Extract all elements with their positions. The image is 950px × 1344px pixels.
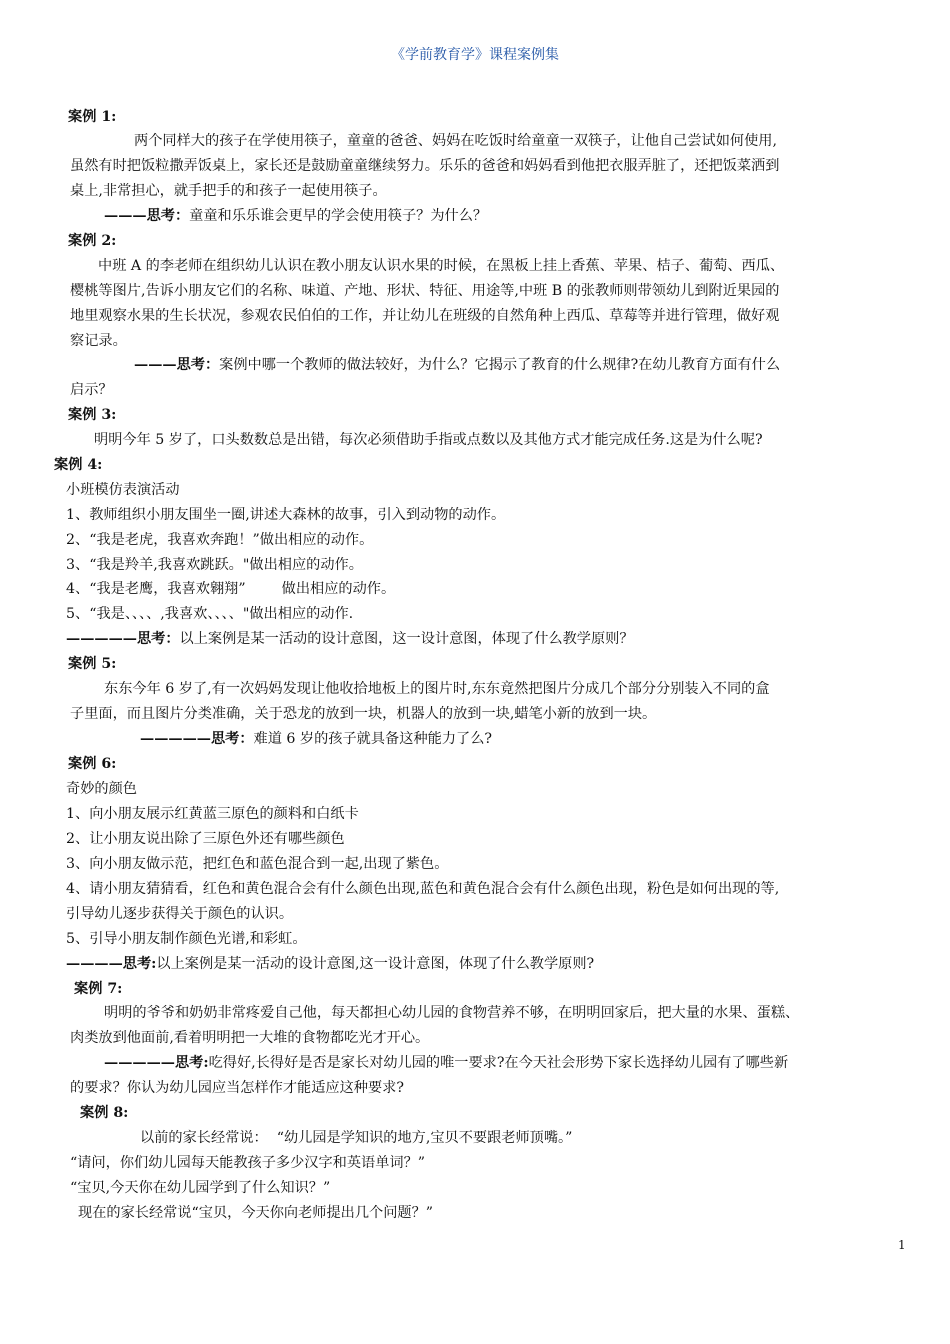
case-4-subtitle: 小班模仿表演活动 xyxy=(66,482,180,498)
case-2-think xyxy=(134,356,780,374)
case-3-line-1: 明明今年 5 岁了，口头数数总是出错，每次必须借助手指或点数以及其他方式才能完成任务.这是为什么呢? xyxy=(94,432,763,448)
case-4-title: 案例 4: xyxy=(54,457,103,473)
case-6-item-5: 5、引导小朋友制作颜色光谱,和彩虹。 xyxy=(66,931,307,947)
case-6-item-1: 1、向小朋友展示红黄蓝三原色的颜料和白纸卡 xyxy=(66,806,359,822)
case-6-title: 案例 6: xyxy=(68,756,117,772)
case-8-line-4: 现在的家长经常说“宝贝，今天你向老师提出几个问题？” xyxy=(78,1205,434,1221)
case-1-think xyxy=(104,207,487,225)
case-4-item-5: 5、“我是、、、、,我喜欢、、、、"做出相应的动作. xyxy=(66,606,354,622)
case-1-line-3: 桌上,非常担心，就手把手的和孩子一起使用筷子。 xyxy=(70,183,387,199)
case-2-think-label: ———思考： xyxy=(134,357,220,373)
case-7-think-line-2: 的要求？你认为幼儿园应当怎样作才能适应这种要求? xyxy=(70,1080,404,1096)
case-2-line-3: 地里观察水果的生长状况，参观农民伯伯的工作，并让幼儿在班级的自然角种上西瓜、草莓等并进行管理，做好观 xyxy=(70,308,780,324)
case-7-line-2: 肉类放到他面前,看着明明把一大堆的食物都吃光才开心。 xyxy=(70,1030,430,1046)
case-7-think-text: 吃得好,长得好是否是家长对幼儿园的唯一要求?在今天社会形势下家长选择幼儿园有了哪些新 xyxy=(208,1055,789,1071)
case-4-think-label: —————思考： xyxy=(66,631,180,647)
case-7-think-label: —————思考: xyxy=(104,1055,209,1071)
page-number: 1 xyxy=(898,1238,906,1252)
case-1-think-text: 童童和乐乐谁会更早的学会使用筷子？为什么？ xyxy=(189,208,488,224)
case-5-line-1: 东东今年 6 岁了,有一次妈妈发现让他收拾地板上的图片时,东东竟然把图片分成几个部分分别装入不同的盒 xyxy=(104,681,770,697)
case-4-think xyxy=(66,630,634,648)
case-2-title: 案例 2: xyxy=(68,233,117,249)
case-1-title: 案例 1: xyxy=(68,109,117,125)
case-6-subtitle: 奇妙的颜色 xyxy=(66,781,137,797)
case-2-line-1: 中班 A 的李老师在组织幼儿认识在教小朋友认识水果的时候，在黑板上挂上香蕉、苹果、桔子、葡萄、西瓜、 xyxy=(98,258,785,274)
case-7-title: 案例 7: xyxy=(74,981,123,997)
case-6-item-4: 4、请小朋友猜猜看，红色和黄色混合会有什么颜色出现,蓝色和黄色混合会有什么颜色出现，粉色是如何出现的等, xyxy=(66,881,780,897)
case-4-item-2: 2、“我是老虎，我喜欢奔跑！”做出相应的动作。 xyxy=(66,532,374,548)
case-4-item-4: 4、“我是老鹰，我喜欢翱翔” 做出相应的动作。 xyxy=(66,581,396,597)
case-7-think xyxy=(104,1054,788,1072)
case-4-item-1: 1、教师组织小朋友围坐一圈,讲述大森林的故事，引入到动物的动作。 xyxy=(66,507,506,523)
case-5-think-label: —————思考： xyxy=(140,731,254,747)
case-4-item-3: 3、“我是羚羊,我喜欢跳跃。"做出相应的动作。 xyxy=(66,557,363,573)
case-5-line-2: 子里面，而且图片分类准确，关于恐龙的放到一块，机器人的放到一块,蜡笔小新的放到一块。 xyxy=(70,706,657,722)
case-2-line-2: 樱桃等图片,告诉小朋友它们的名称、味道、产地、形状、特征、用途等,中班 B 的张教师则带领幼儿到附近果园的 xyxy=(70,283,780,299)
case-8-line-3: “宝贝,今天你在幼儿园学到了什么知识？” xyxy=(70,1180,331,1196)
case-6-think xyxy=(66,955,594,973)
case-7-line-1: 明明的爷爷和奶奶非常疼爱自己他，每天都担心幼儿园的食物营养不够，在明明回家后，把大量的水果、蛋糕、 xyxy=(104,1005,800,1021)
case-3-title: 案例 3: xyxy=(68,407,117,423)
case-8-line-1: 以前的家长经常说： “幼儿园是学知识的地方,宝贝不要跟老师顶嘴。” xyxy=(140,1130,573,1146)
case-2-think-line-2: 启示？ xyxy=(70,382,113,398)
document-header: 《学前教育学》课程案例集 xyxy=(391,47,559,63)
case-1-line-1: 两个同样大的孩子在学使用筷子，童童的爸爸、妈妈在吃饭时给童童一双筷子，让他自己尝试如何使用, xyxy=(134,133,777,149)
case-4-think-text: 以上案例是某一活动的设计意图，这一设计意图，体现了什么教学原则？ xyxy=(179,631,634,647)
case-6-think-label: ————思考: xyxy=(66,956,157,972)
case-6-item-3: 3、向小朋友做示范，把红色和蓝色混合到一起,出现了紫色。 xyxy=(66,856,449,872)
case-1-think-label: ———思考： xyxy=(104,208,190,224)
case-8-line-2: “请问，你们幼儿园每天能教孩子多少汉字和英语单词？” xyxy=(70,1155,426,1171)
case-6-item-4-cont: 引导幼儿逐步获得关于颜色的认识。 xyxy=(66,906,294,922)
case-8-title: 案例 8: xyxy=(80,1105,129,1121)
case-6-item-2: 2、让小朋友说出除了三原色外还有哪些颜色 xyxy=(66,831,345,847)
case-6-think-text: 以上案例是某一活动的设计意图,这一设计意图，体现了什么教学原则? xyxy=(156,956,595,972)
case-5-title: 案例 5: xyxy=(68,656,117,672)
case-5-think xyxy=(140,730,492,748)
case-1-line-2: 虽然有时把饭粒撒弄饭桌上，家长还是鼓励童童继续努力。乐乐的爸爸和妈妈看到他把衣服弄脏了，还把饭菜洒到 xyxy=(70,158,780,174)
case-5-think-text: 难道 6 岁的孩子就具备这种能力了么? xyxy=(253,731,492,747)
case-2-think-text: 案例中哪一个教师的做法较好，为什么？它揭示了教育的什么规律?在幼儿教育方面有什么 xyxy=(219,357,781,373)
case-2-line-4: 察记录。 xyxy=(70,333,127,349)
